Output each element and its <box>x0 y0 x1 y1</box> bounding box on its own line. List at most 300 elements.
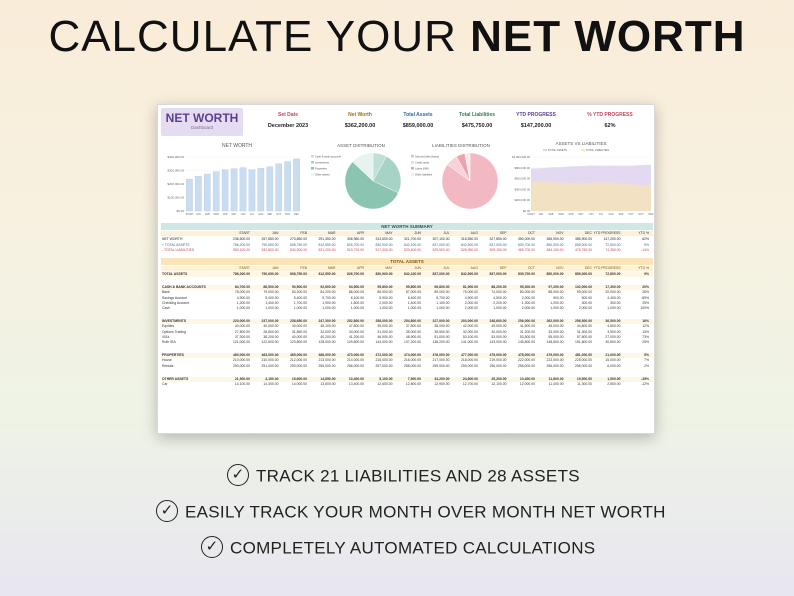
table-cell: 1,000.00 <box>236 306 250 310</box>
table-cell: 86,500.00 <box>263 285 279 290</box>
table-cell: 468,000.00 <box>318 353 336 358</box>
x-tick-label: OCT <box>276 213 282 216</box>
table-cell: YTD PROGRESS <box>593 231 621 235</box>
table-cell: 9% <box>644 242 649 247</box>
total-assets-table <box>161 266 653 434</box>
table-cell: 86,000.00 <box>348 290 364 295</box>
table-cell: 220,000.00 <box>233 319 250 324</box>
table-cell: 500.00 <box>581 295 592 300</box>
table-cell: 14,000.00 <box>291 382 307 386</box>
y-tick-label: $400,000.00 <box>514 187 530 192</box>
table-cell: 830,900.00 <box>375 272 393 276</box>
table-cell: 223,000.00 <box>546 358 564 363</box>
table-cell: 4,400.00 <box>607 295 621 300</box>
table-cell: 350,000.00 <box>518 237 535 241</box>
table-cell: 95,800.00 <box>405 285 421 290</box>
table-cell: 1,500.00 <box>607 376 621 381</box>
x-tick-label: OCT <box>628 213 634 216</box>
bar <box>213 172 219 211</box>
liabilities-area <box>531 181 651 211</box>
table-cell: 525,950.00 <box>461 248 478 252</box>
table-cell: 1,000.00 <box>350 306 364 310</box>
table-cell: 35,500.00 <box>434 329 450 334</box>
table-cell: 12,000.00 <box>519 382 535 386</box>
table-cell: START <box>239 231 250 235</box>
kpi-card-ytd-percent <box>567 108 653 136</box>
table-row <box>161 266 653 271</box>
table-cell: SEP <box>499 231 507 235</box>
kpi-value: December 2023 <box>267 123 309 129</box>
y-tick-label: $200,000.00 <box>167 182 184 186</box>
table-cell: 129,800.00 <box>347 340 364 344</box>
table-cell: 1,000.00 <box>436 306 450 310</box>
legend-label: TOTAL ASSETS <box>548 149 567 152</box>
table-cell: 11,400.00 <box>548 382 564 386</box>
table-cell: JAN <box>272 266 279 270</box>
table-cell: 2,000.00 <box>521 306 535 310</box>
table-cell: 218,000.00 <box>461 358 478 363</box>
legend-swatch <box>411 173 414 176</box>
table-cell: 529,900.00 <box>432 248 450 252</box>
table-row <box>161 272 653 277</box>
table-cell: 34,000.00 <box>348 329 364 334</box>
table-cell: 1,300.00 <box>521 300 535 305</box>
table-cell: -14% <box>641 248 649 252</box>
table-cell: YTD PROGRESS <box>593 266 621 270</box>
table-cell: 89,000.00 <box>434 290 450 295</box>
table-cell: 786,200.00 <box>233 272 250 276</box>
table-cell: 842,500.00 <box>461 272 478 276</box>
row-label: INVESTMENTS <box>162 319 187 324</box>
row-label: OTHER ASSETS <box>162 376 189 381</box>
charts-area <box>161 139 653 219</box>
table-cell: 300.00 <box>581 300 592 305</box>
table-cell: 808,750.00 <box>290 272 307 276</box>
table-cell: 842,100.00 <box>404 242 421 247</box>
bar <box>284 162 290 211</box>
table-cell: 307,100.00 <box>432 237 450 241</box>
x-tick-label: DEC <box>648 213 654 216</box>
dashboard-title-card <box>161 108 243 136</box>
table-cell: 213,000.00 <box>318 358 336 363</box>
y-tick-label: $800,000.00 <box>514 165 530 170</box>
table-cell: 53,100.00 <box>462 334 478 339</box>
table-cell: 291,350.00 <box>318 237 336 241</box>
table-cell: 532,800.00 <box>261 248 279 252</box>
y-tick-label: $0.00 <box>176 209 184 213</box>
asset-distribution-legend <box>311 154 342 176</box>
table-cell: 42,000.00 <box>462 324 478 329</box>
bar <box>258 168 264 211</box>
table-cell: 1,200.00 <box>550 300 564 305</box>
table-cell: 258,000.00 <box>404 363 421 368</box>
table-cell: 214,000.00 <box>347 358 364 363</box>
table-cell: 5,100.00 <box>379 376 393 381</box>
table-cell: 14,300.00 <box>263 382 279 386</box>
table-cell: 463,000.00 <box>261 353 279 358</box>
table-cell: APR <box>357 231 364 235</box>
table-cell: 14,650.00 <box>320 376 336 381</box>
table-cell: 4,900.00 <box>236 295 250 300</box>
table-cell: 20% <box>642 285 649 290</box>
row-label: Checking Account <box>162 300 190 305</box>
bar <box>267 167 273 211</box>
table-cell: SEP <box>499 266 507 270</box>
table-cell: 11,300.00 <box>577 382 592 386</box>
table-cell: 80,000.00 <box>519 290 535 295</box>
legend-swatch <box>311 161 314 164</box>
feature-bullet <box>227 466 580 488</box>
table-cell: 7% <box>644 358 649 363</box>
table-cell: 144,000.00 <box>375 340 393 344</box>
table-cell: 256,000.00 <box>489 363 507 368</box>
table-cell: 1,400.00 <box>407 300 421 305</box>
table-cell: 812,550.00 <box>318 272 336 276</box>
feature-bullet-text: EASILY TRACK YOUR MONTH OVER MONTH NET WORTH <box>185 502 666 522</box>
kpi-value: $475,750.00 <box>461 123 493 129</box>
table-cell: 1,200.00 <box>236 300 250 305</box>
table-cell: OCT <box>527 231 535 235</box>
row-label: PROPERTIES <box>162 353 184 358</box>
legend-label: Other liabilities <box>415 173 433 177</box>
headline <box>0 12 794 62</box>
legend-label: Properties <box>315 167 327 171</box>
table-row <box>161 243 653 248</box>
table-cell: 21,000.00 <box>605 353 621 358</box>
table-cell: 474,000.00 <box>404 353 421 358</box>
table-cell: 137,200.00 <box>404 340 421 344</box>
table-cell: 25,200.00 <box>491 376 507 381</box>
table-cell: YTD % <box>638 266 649 270</box>
table-cell: 5,900.00 <box>379 295 393 300</box>
table-cell: AUG <box>470 266 478 270</box>
headline-part2: NET WORTH <box>470 12 746 61</box>
table-cell: 210,000.00 <box>233 358 250 363</box>
table-cell: 489,700.00 <box>518 248 535 252</box>
table-cell: 247,300.00 <box>318 319 336 324</box>
table-cell: 47,800.00 <box>348 324 364 329</box>
kpi-value: $147,200.00 <box>520 123 552 129</box>
table-cell: 35,000.00 <box>377 324 393 329</box>
table-cell: 55,000.00 <box>548 334 564 339</box>
table-cell: 145,800.00 <box>518 340 535 344</box>
feature-bullet <box>201 538 595 560</box>
table-row <box>161 382 653 387</box>
x-tick-label: MAY <box>578 213 584 216</box>
table-cell: DEC <box>584 266 592 270</box>
kpi-label: Total Liabilities <box>458 112 496 118</box>
table-cell: 73% <box>642 334 649 339</box>
table-cell: 12,600.00 <box>377 382 393 386</box>
table-cell: 256,000.00 <box>518 363 535 368</box>
legend-swatch <box>311 173 314 176</box>
table-cell: 534,900.00 <box>290 248 307 252</box>
kpi-card-total-liabilities <box>449 108 505 136</box>
table-cell: 316,550.00 <box>461 237 478 241</box>
table-cell: NOV <box>556 266 564 270</box>
bar <box>195 176 201 211</box>
table-cell: 1,000.00 <box>407 306 421 310</box>
table-cell: 300.00 <box>610 300 621 305</box>
table-cell: 33,000.00 <box>548 329 564 334</box>
table-cell: 216,000.00 <box>404 358 421 363</box>
bar <box>231 169 237 211</box>
table-cell: 151,800.00 <box>575 340 592 344</box>
table-cell: 95,300.00 <box>519 285 535 290</box>
table-cell: 88,200.00 <box>491 285 507 290</box>
table-cell: 15,600.00 <box>291 376 307 381</box>
table-cell: 472,000.00 <box>375 353 393 358</box>
kpi-card-set-date[interactable] <box>248 108 328 136</box>
table-cell: 273,850.00 <box>290 237 307 241</box>
table-cell: 3,500.00 <box>607 329 621 334</box>
table-cell: 48,900.00 <box>405 334 421 339</box>
table-cell: APR <box>357 266 364 270</box>
table-cell: 1,000.00 <box>550 306 564 310</box>
feature-bullet <box>156 502 666 524</box>
table-cell: 75,000.00 <box>462 290 478 295</box>
table-cell: 25% <box>642 340 649 344</box>
table-row <box>161 237 653 242</box>
table-cell: 500.00 <box>553 295 564 300</box>
table-cell: 44,800.00 <box>576 324 592 329</box>
x-tick-label: JUL <box>598 213 604 216</box>
x-tick-label: JUN <box>588 213 594 216</box>
table-cell: 15,000.00 <box>605 358 621 363</box>
legend-label: TOTAL LIABILITIES <box>586 149 610 152</box>
table-cell: 57,800.00 <box>576 334 592 339</box>
table-cell: 839,700.00 <box>518 242 535 247</box>
table-cell: 475,750.00 <box>575 248 592 252</box>
x-tick-label: MAR <box>213 213 219 216</box>
kpi-value: $362,200.00 <box>344 123 376 129</box>
y-tick-label: $0.00 <box>523 209 530 213</box>
table-cell: 254,800.00 <box>404 319 421 324</box>
table-cell: 250,000.00 <box>233 363 250 368</box>
table-cell: 258,000.00 <box>375 319 393 324</box>
table-cell: 478,000.00 <box>518 353 535 358</box>
table-cell: 94,500.00 <box>348 285 364 290</box>
liabilities-distribution-title: LIABILITIES DISTRIBUTION <box>432 143 490 148</box>
table-cell: 830,900.00 <box>375 242 393 247</box>
kpi-card-net-worth <box>333 108 387 136</box>
x-tick-label: SEP <box>618 213 624 216</box>
table-cell: 479,000.00 <box>546 353 564 358</box>
table-cell: 2,200.00 <box>493 300 507 305</box>
table-cell: 97,200.00 <box>548 285 564 290</box>
table-cell: 13,400.00 <box>348 382 364 386</box>
y-tick-label: $600,000.00 <box>514 176 530 181</box>
x-tick-label: APR <box>568 213 574 216</box>
table-cell: 227,000.00 <box>432 319 450 324</box>
table-cell: 837,000.00 <box>432 272 450 276</box>
y-tick-label: $300,000.00 <box>167 168 184 173</box>
x-tick-label: SEP <box>267 213 273 216</box>
table-cell: 4,800.00 <box>607 324 621 329</box>
table-cell: 4,900.00 <box>464 295 478 300</box>
table-cell: 72,800.00 <box>605 272 621 276</box>
table-cell: 839,700.00 <box>518 272 535 276</box>
headline-part1: CALCULATE YOUR <box>48 12 471 61</box>
table-cell: 837,000.00 <box>489 272 507 276</box>
table-cell: MAY <box>385 266 393 270</box>
dashboard-preview <box>157 104 655 434</box>
table-cell: 248,600.00 <box>489 319 507 324</box>
bar <box>249 170 255 211</box>
table-cell: 40,200.00 <box>320 334 336 339</box>
table-cell: 83,200.00 <box>291 290 307 295</box>
table-cell: 40,000.00 <box>291 334 307 339</box>
table-cell: 5,400.00 <box>293 295 307 300</box>
table-cell: 38,000.00 <box>434 324 450 329</box>
table-cell: 238,650.00 <box>290 319 307 324</box>
kpi-label: % YTD PROGRESS <box>587 112 633 118</box>
asset-distribution-pie <box>345 153 401 209</box>
table-cell: 38,200.00 <box>263 334 279 339</box>
table-cell: 222,000.00 <box>518 358 535 363</box>
table-cell: 72,800.00 <box>605 242 621 247</box>
table-cell: 86,900.00 <box>377 290 393 295</box>
table-cell: 26% <box>642 290 649 295</box>
kpi-value: 62% <box>604 123 616 129</box>
table-cell: 2,800.00 <box>607 382 621 386</box>
table-cell: 32,000.00 <box>320 329 336 334</box>
table-cell: 313,600.00 <box>375 237 393 241</box>
kpi-card-ytd-progress <box>509 108 563 136</box>
table-cell: 95,800.00 <box>377 285 393 290</box>
table-cell: -89% <box>641 295 649 300</box>
table-cell: 236,500.00 <box>233 237 250 241</box>
table-cell: 30,000.00 <box>491 329 507 334</box>
table-cell: JUN <box>414 266 421 270</box>
check-circle-icon: ✓ <box>227 464 249 486</box>
row-label: Roth IRA <box>162 340 176 344</box>
table-cell: 1,000.00 <box>322 306 336 310</box>
table-cell: 237,000.00 <box>261 319 279 324</box>
assets-vs-liabilities-chart <box>512 148 654 216</box>
row-label: Bank <box>162 290 170 295</box>
table-cell: 90,500.00 <box>291 285 307 290</box>
legend-label: Investments <box>315 161 329 165</box>
table-cell: 36,500.00 <box>605 319 621 324</box>
table-cell: 141,000.00 <box>461 340 478 344</box>
kpi-value: $859,000.00 <box>402 123 434 129</box>
table-cell: 1,000.00 <box>293 306 307 310</box>
table-cell: 837,000.00 <box>432 242 450 247</box>
x-tick-label: JUN <box>240 213 246 216</box>
table-cell: 1,000.00 <box>265 306 279 310</box>
bar <box>222 170 228 211</box>
bar <box>293 159 299 211</box>
table-cell: 257,850.00 <box>261 237 279 241</box>
table-cell: 12,900.00 <box>434 382 450 386</box>
table-cell: 256,000.00 <box>575 363 592 368</box>
table-cell: START <box>239 266 250 270</box>
table-cell: 321,700.00 <box>404 237 421 241</box>
table-cell: 138,200.00 <box>432 340 450 344</box>
table-cell: 842,500.00 <box>461 242 478 247</box>
row-label: + TOTAL ASSETS <box>162 242 190 247</box>
table-cell: 45,100.00 <box>320 324 336 329</box>
x-tick-label: DEC <box>294 213 300 216</box>
table-cell: 850,000.00 <box>546 242 564 247</box>
table-cell: 1,600.00 <box>350 300 364 305</box>
table-cell: 9% <box>644 272 649 276</box>
table-cell: 17,300.00 <box>605 285 621 290</box>
table-cell: 51,000.00 <box>434 334 450 339</box>
table-cell: 1,000.00 <box>493 306 507 310</box>
table-cell: 212,000.00 <box>290 358 307 363</box>
legend-swatch <box>311 155 314 158</box>
table-cell: 327,850.00 <box>489 237 507 241</box>
table-cell: 27,800.00 <box>234 329 250 334</box>
table-cell: 859,000.00 <box>575 272 592 276</box>
table-cell: 476,000.00 <box>432 353 450 358</box>
table-cell: 812,550.00 <box>318 242 336 247</box>
table-cell: 27,000.00 <box>605 334 621 339</box>
table-cell: 34,200.00 <box>434 376 450 381</box>
table-cell: -12% <box>641 382 649 386</box>
legend-label: Secured debt (loans) <box>415 155 440 159</box>
x-tick-label: NOV <box>285 213 291 216</box>
table-cell: 1,000.00 <box>379 306 393 310</box>
table-cell: 257,000.00 <box>375 363 393 368</box>
table-cell: 255,000.00 <box>318 363 336 368</box>
table-cell: AUG <box>470 231 478 235</box>
table-cell: 2% <box>644 363 649 368</box>
legend-swatch <box>411 155 414 158</box>
table-cell: JUN <box>414 231 421 235</box>
table-cell: 84,200.00 <box>320 290 336 295</box>
table-cell: 13,600.00 <box>320 382 336 386</box>
bar <box>240 168 246 211</box>
x-tick-label: MAR <box>558 213 564 216</box>
table-cell: 25% <box>642 300 649 305</box>
table-cell: DEC <box>584 231 592 235</box>
table-cell: 509,150.00 <box>489 248 507 252</box>
kpi-label: Total Assets <box>403 112 433 118</box>
table-cell: 225,000.00 <box>575 358 592 363</box>
y-tick-label: $200,000.00 <box>514 198 530 203</box>
table-cell: 2,000.00 <box>464 300 478 305</box>
table-cell: 87,000.00 <box>405 290 421 295</box>
table-cell: 5% <box>644 353 649 358</box>
table-cell: JAN <box>272 231 279 235</box>
table-cell: 147,200.00 <box>603 237 621 241</box>
net-worth-summary-table <box>161 231 653 257</box>
feature-bullet-text: COMPLETELY AUTOMATED CALCULATIONS <box>230 538 596 558</box>
bar <box>204 174 210 211</box>
table-cell: MAR <box>327 231 336 235</box>
row-label: Rentals <box>162 363 174 368</box>
table-cell: 32,000.00 <box>462 329 478 334</box>
x-tick-label: MAY <box>231 213 237 216</box>
table-cell: 128,000.00 <box>318 340 336 344</box>
table-cell: 262,000.00 <box>546 319 564 324</box>
table-cell: 465,000.00 <box>290 353 307 358</box>
table-cell: 122,600.00 <box>261 340 279 344</box>
table-cell: 5,400.00 <box>265 295 279 300</box>
table-cell: 790,650.00 <box>261 272 279 276</box>
table-cell: 31,300.00 <box>576 329 592 334</box>
table-cell: 826,700.00 <box>347 242 364 247</box>
table-cell: 251,000.00 <box>261 363 279 368</box>
table-cell: 1,700.00 <box>293 300 307 305</box>
table-cell: 306,980.00 <box>347 237 364 241</box>
table-cell: 385,900.00 <box>575 237 592 241</box>
table-row <box>161 340 653 345</box>
table-cell: 256,000.00 <box>347 363 364 368</box>
